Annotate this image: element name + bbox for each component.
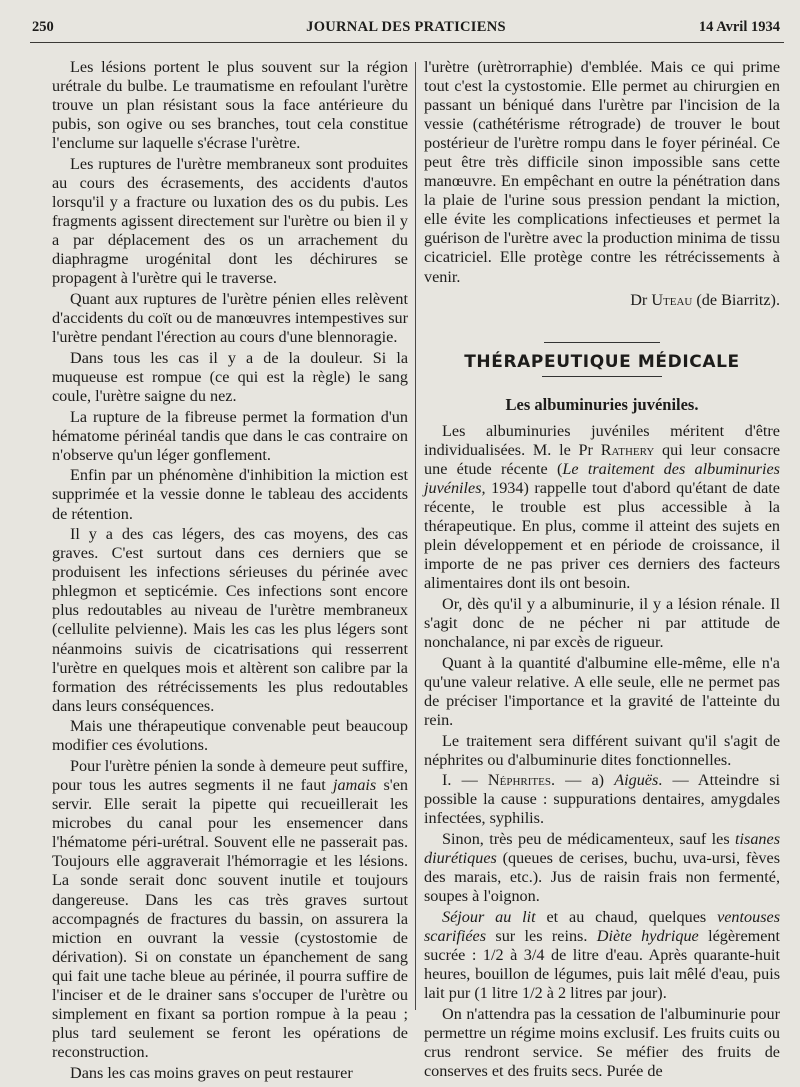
text-run: qui leur consacre une étude récente ( <box>424 440 781 478</box>
text-run: Pour l'urètre pénien la sonde à demeure peut suffire, pour tous les autres segments il ne faut <box>52 757 408 795</box>
author-signature <box>424 291 780 310</box>
emphasis: tisanes diurétiques <box>424 830 780 868</box>
page-number: 250 <box>32 19 54 35</box>
paragraph: Les lésions portent le plus souvent sur la région urétrale du bulbe. Le traumatisme en refoulant l'urètre trouve un plan résistant sous la face antérieure du pubis, son ogive ou ses branches, tout cela constitue l'enclume sur laquelle s'écrase l'urètre. <box>52 58 408 153</box>
paragraph <box>424 908 780 1003</box>
emphasis: jamais <box>333 776 377 795</box>
emphasis: ventouses scarifiées <box>424 908 780 946</box>
section-title: THÉRAPEUTIQUE MÉDICALE <box>464 351 740 372</box>
signature-place: (de Biarritz). <box>696 290 780 309</box>
paragraph: La rupture de la fibreuse permet la formation d'un hématome périnéal tandis que dans le cas contraire on n'observe qu'un léger gonflement. <box>52 407 408 464</box>
cited-work: Le traitement des albuminuries juvéniles, <box>424 459 780 497</box>
paragraph: Il y a des cas légers, des cas moyens, des cas graves. C'est surtout dans ces derniers que se produisent les infections sérieuses du périnée avec phlegmon et septicémie. Ces infections sont encore plus redoutables au niveau de l'urètre membraneux (cellulite pelvienne). Mais les cas les plus légers sont néanmoins suivis de cicatrisations qui resserrent l'urètre en quelques mois et altèrent son calibre par la formation des rétrécissements les plus redoutables dans leurs conséquences. <box>52 525 408 715</box>
emphasis: Aiguës <box>614 771 659 790</box>
paragraph: Les ruptures de l'urètre membraneux sont produites au cours des écrasements, des accidents d'autos lorsqu'il y a fracture ou luxation des os du pubis. Les fragments agissent directement sur l'urètre ou bien il y a par déplacement des os un arrachement du diaphragme urogénital dont les déchirures se propagent à l'urètre qui le traverse. <box>52 154 408 288</box>
text-run: sur les reins. <box>486 927 597 946</box>
signature-name: Uteau <box>651 290 693 309</box>
paragraph: Quant à la quantité d'albumine elle-même, elle n'a qu'une valeur relative. A elle seule, elle ne permet pas de préciser l'importance et la gravité de l'atteinte du rein. <box>424 653 780 729</box>
running-header <box>32 19 780 41</box>
paragraph: l'urètre (urètrorraphie) d'emblée. Mais ce qui prime tout c'est la cystostomie. Elle permet au chirurgien en passant un béniqué dans l'urètre par l'incision de la vessie (cathétérisme rétrograde) de trouver le bout postérieur de l'urètre rompu dans le foyer périnéal. Ce peut être très difficile sinon impossible sans cette manœuvre. En empêchant en outre la pénétration dans la plaie de l'urine sous pression pendant la miction, elle évite les complications infectieuses et permet la guérison de l'urètre avec la production minima de tissu cicatriciel. Elle protège contre les rétrécissements à venir. <box>424 58 780 286</box>
text-run: Sinon, très peu de médicamenteux, sauf les <box>442 830 736 849</box>
text-run: . — a) <box>550 771 615 790</box>
paragraph: Quant aux ruptures de l'urètre pénien elles relèvent d'accidents du coït ou de manœuvres intempestives sur l'urètre pendant l'érection au cours d'une blennoragie. <box>52 289 408 347</box>
text-run: et au chaud, quelques <box>535 908 718 926</box>
paragraph: Mais une thérapeutique convenable peut beaucoup modifier ces évolutions. <box>52 717 408 755</box>
paragraph: Or, dès qu'il y a albuminurie, il y a lésion rénale. Il s'agit donc de ne pécher ni par attitude de nonchalance, ni par excès de rigueur. <box>424 594 780 651</box>
paragraph <box>424 422 780 593</box>
text-run: I. — <box>442 771 488 790</box>
text-run: (queues de cerises, buchu, uva-ursi, fèves des marais, etc.). Jus de raisin frais non fermenté, soupes à l'oignon. <box>424 849 780 906</box>
paragraph <box>52 757 408 1062</box>
paragraph: Dans les cas moins graves on peut restaurer <box>70 1063 353 1082</box>
emphasis: Diète hydrique <box>596 927 699 946</box>
professor-title: Pr <box>578 440 593 459</box>
emphasis: Séjour au lit <box>442 908 536 926</box>
text-run: légèrement sucrée : 1/2 à 3/4 de litre d'eau. Après quarante-huit heures, bouillon de légumes, puis lait mêlé d'eau, puis lait pur (1 litre 1/2 à 2 litres par jour). <box>424 927 780 1003</box>
paragraph <box>424 771 780 828</box>
paragraph: On n'attendra pas la cessation de l'albuminurie pour permettre un régime moins exclusif. Les fruits cuits ou crus rendront service. Se méfier des fruits de conserves et des fruits secs. Purée de <box>424 1004 780 1081</box>
section-heading <box>464 342 740 372</box>
header-rule <box>30 42 784 43</box>
journal-title: JOURNAL DES PRATICIENS <box>306 19 506 35</box>
column-divider <box>415 62 416 1010</box>
paragraph: Dans tous les cas il y a de la douleur. Si la muqueuse est rompue (ce qui est la règle) le sang coule, l'urètre saigne du nez. <box>52 348 408 405</box>
right-column <box>424 58 780 1083</box>
section-underline <box>542 376 662 377</box>
left-column <box>52 58 408 1084</box>
issue-date: 14 Avril 1934 <box>698 19 780 35</box>
professor-name: Rathery <box>600 440 655 459</box>
article-title: Les albuminuries juvéniles. <box>505 394 699 414</box>
paragraph: Le traitement sera différent suivant qu'il s'agit de néphrites ou d'albuminurie dites fonctionnelles. <box>424 731 780 769</box>
text-run: Les albuminuries juvéniles méritent d'être individualisées. M. le <box>424 421 780 459</box>
subsection-label: Néphrites <box>487 771 551 790</box>
text-run: . — Atteindre si possible la cause : suppurations dentaires, amygdales infectées, syphilis. <box>424 771 780 828</box>
paragraph <box>424 830 780 906</box>
text-run: 1934) rappelle tout d'abord qu'étant de date récente, le trouble est plus accessible à la thérapeutique. En plus, comme il atteint des sujets en plein développement et en période de croissance, il importe de ne pas priver ces derniers des facteurs alimentaires dont ils ont besoin. <box>424 478 780 593</box>
signature-title: Dr <box>630 290 648 309</box>
paragraph: Enfin par un phénomène d'inhibition la miction est supprimée et la vessie donne le tableau des accidents de rétention. <box>52 466 408 523</box>
text-run: s'en servir. Elle serait la pipette qui recueillerait les microbes du canal pour les ensemencer dans l'hématome péri-urétral. Souvent elle ne passerait pas. Toujours elle aggraverait l'hémorragie et les lésions. La sonde serait donc souvent inutile et toujours dangereuse. Dans les cas très graves surtout accompagnés de fractures du bassin, on assurera la miction en ouvrant la vessie (cystostomie de dérivation). Si on constate un épanchement de sang qui fait une tache bleue au périnée, il pourra suffire de l'inciser et de le drainer sans s'occuper de l'urètre ou simplement en fixant sa portion rompue à la peau ; plus tard seulement se feront les opérations de reconstruction. <box>52 776 408 1061</box>
